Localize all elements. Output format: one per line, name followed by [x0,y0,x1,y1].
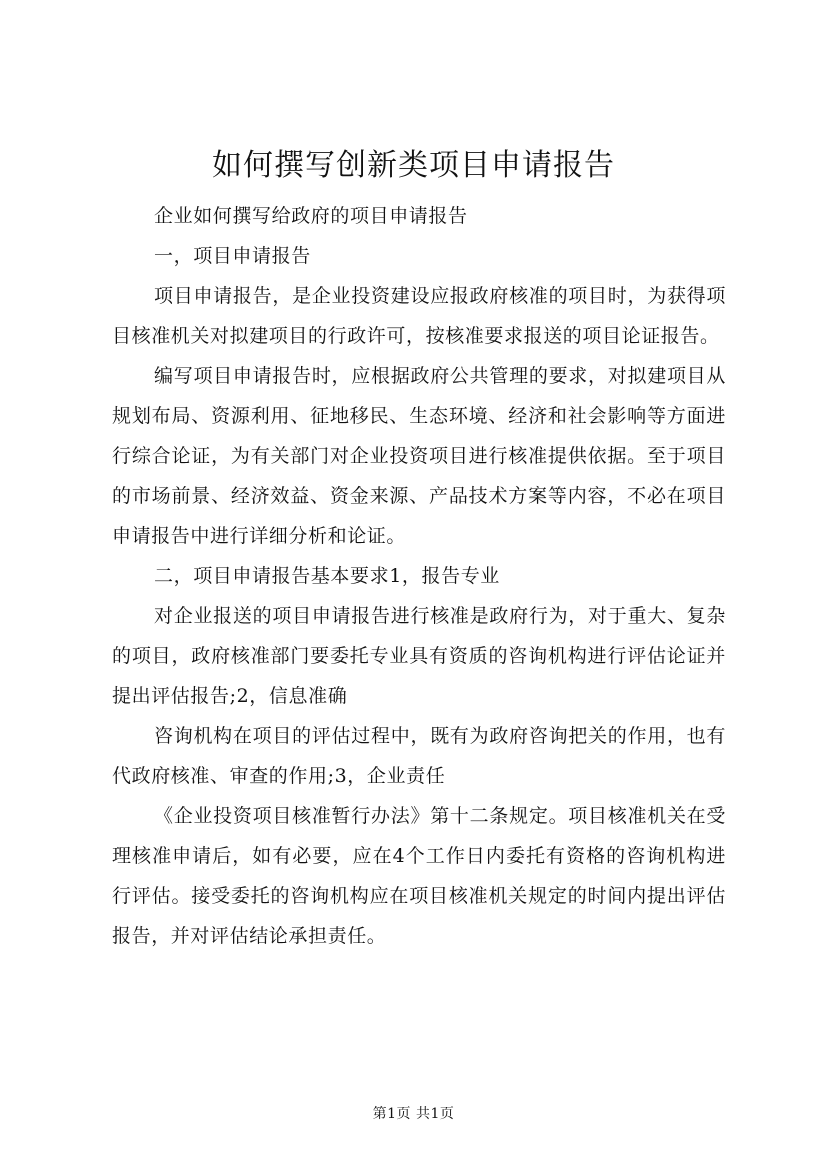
paragraph-government-review: 对企业报送的项目申请报告进行核准是政府行为，对于重大、复杂的项目，政府核准部门要委托专业具有资质的咨询机构进行评估论证并提出评估报告;2，信息准确 [112,605,726,707]
paragraph-regulation: 《企业投资项目核准暂行办法》第十二条规定。项目核准机关在受理核准申请后，如有必要，应在4个工作日内委托有资格的咨询机构进行评估。接受委托的咨询机构应在项目核准机关规定的时间内提出评估报告，并对评估结论承担责任。 [112,805,726,947]
paragraph-subtitle: 企业如何撰写给政府的项目申请报告 [154,205,468,227]
paragraph-definition: 项目申请报告，是企业投资建设应报政府核准的项目时，为获得项目核准机关对拟建项目的行政许可，按核准要求报送的项目论证报告。 [112,285,726,347]
document-body [112,196,726,956]
paragraph-consulting-role: 咨询机构在项目的评估过程中，既有为政府咨询把关的作用，也有代政府核准、审查的作用;3，企业责任 [112,725,726,787]
page-footer: 第1页 共1页 [372,1106,455,1122]
section-heading-1: 一，项目申请报告 [154,245,311,267]
document-title: 如何撰写创新类项目申请报告 [212,148,615,183]
paragraph-writing-requirements: 编写项目申请报告时，应根据政府公共管理的要求，对拟建项目从规划布局、资源利用、征地移民、生态环境、经济和社会影响等方面进行综合论证，为有关部门对企业投资项目进行核准提供依据。至于项目的市场前景、经济效益、资金来源、产品技术方案等内容，不必在项目申请报告中进行详细分析和论证。 [112,365,726,547]
section-heading-2: 二，项目申请报告基本要求1，报告专业 [154,565,500,587]
